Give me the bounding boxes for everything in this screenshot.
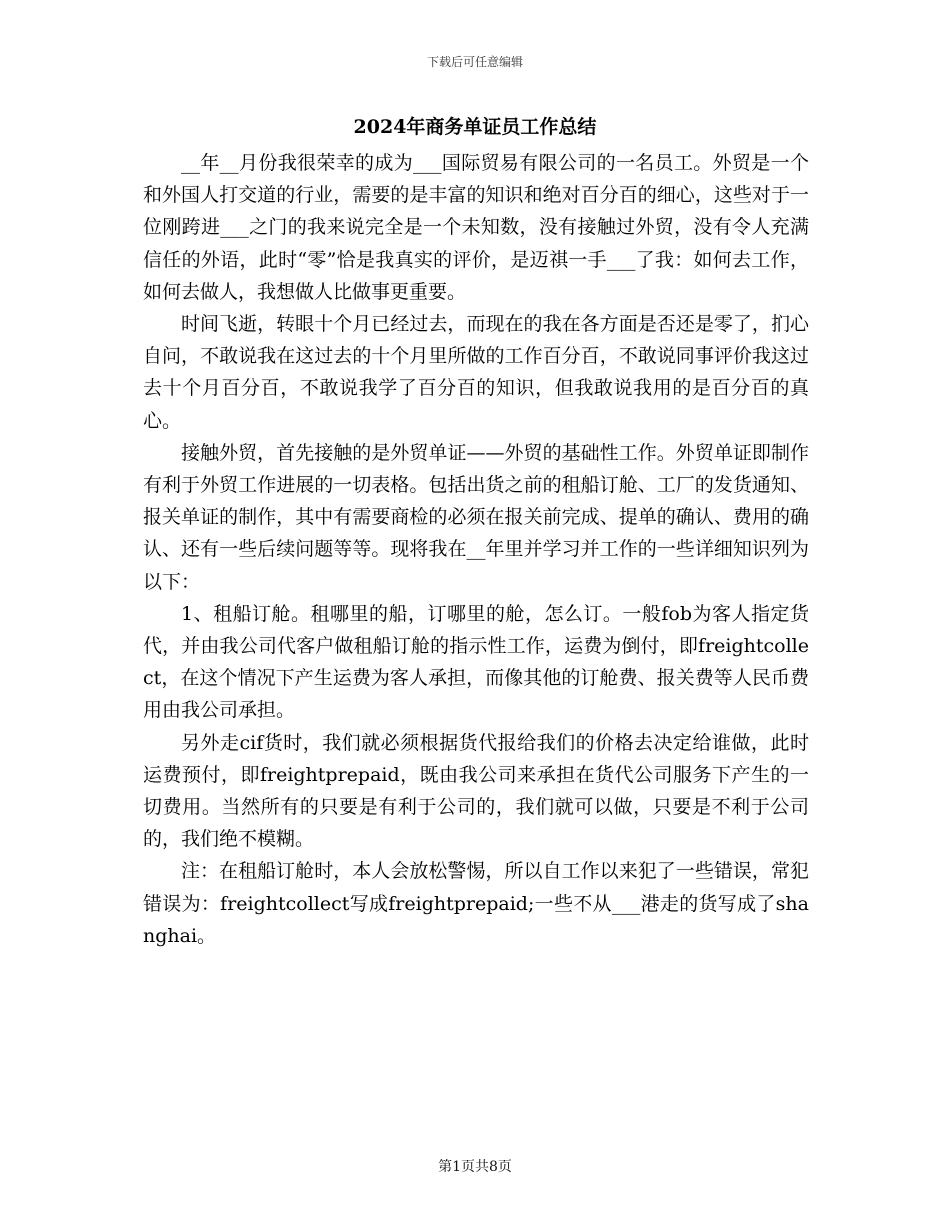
page-header-note: 下载后可任意编辑 bbox=[426, 55, 523, 69]
paragraph-3: 接触外贸，首先接触的是外贸单证——外贸的基础性工作。外贸单证即制作有利于外贸工作进展的一切表格。包括出货之前的租船订舱、工厂的发货通知、报关单证的制作，其中有需要商检的必须在报关前完成、提单的确认、费用的确认、还有一些后续问题等等。现将我在__年里并学习并工作的一些详细知识列为以下： bbox=[143, 441, 809, 593]
paragraph-2: 时间飞逝，转眼十个月已经过去，而现在的我在各方面是否还是零了，扪心自问，不敢说我在这过去的十个月里所做的工作百分百，不敢说同事评价我这过去十个月百分百，不敢说我学了百分百的知识，但我敢说我用的是百分百的真心。 bbox=[143, 313, 809, 432]
paragraph-5: 另外走cif货时，我们就必须根据货代报给我们的价格去决定给谁做，此时运费预付，即freightprepaid，既由我公司来承担在货代公司服务下产生的一切费用。当然所有的只要是有利于公司的，我们就可以做，只要是不利于公司的，我们绝不模糊。 bbox=[143, 731, 809, 851]
document-body bbox=[143, 147, 809, 952]
document-title: 2024年商务单证员工作总结 bbox=[353, 116, 597, 138]
paragraph-4: 1、租船订舱。租哪里的船，订哪里的舱，怎么订。一般fob为客人指定货代，并由我公司代客户做租船订舱的指示性工作，运费为倒付，即freightcollect，在这个情况下产生运费为客人承担，而像其他的订舱费、报关费等人民币费用由我公司承担。 bbox=[143, 602, 809, 722]
paragraph-1: __年__月份我很荣幸的成为___国际贸易有限公司的一名员工。外贸是一个和外国人打交道的行业，需要的是丰富的知识和绝对百分百的细心，这些对于一位刚跨进___之门的我来说完全是一个未知数，没有接触过外贸，没有令人充满信任的外语，此时“零”恰是我真实的评价，是迈祺一手___了我：如何去工作，如何去做人，我想做人比做事更重要。 bbox=[143, 152, 809, 303]
paragraph-6: 注：在租船订舱时，本人会放松警惕，所以自工作以来犯了一些错误，常犯错误为：freightcollect写成freightprepaid;一些不从___港走的货写成了shanghai。 bbox=[143, 860, 809, 947]
page-number: 第1页共8页 bbox=[438, 1159, 512, 1175]
